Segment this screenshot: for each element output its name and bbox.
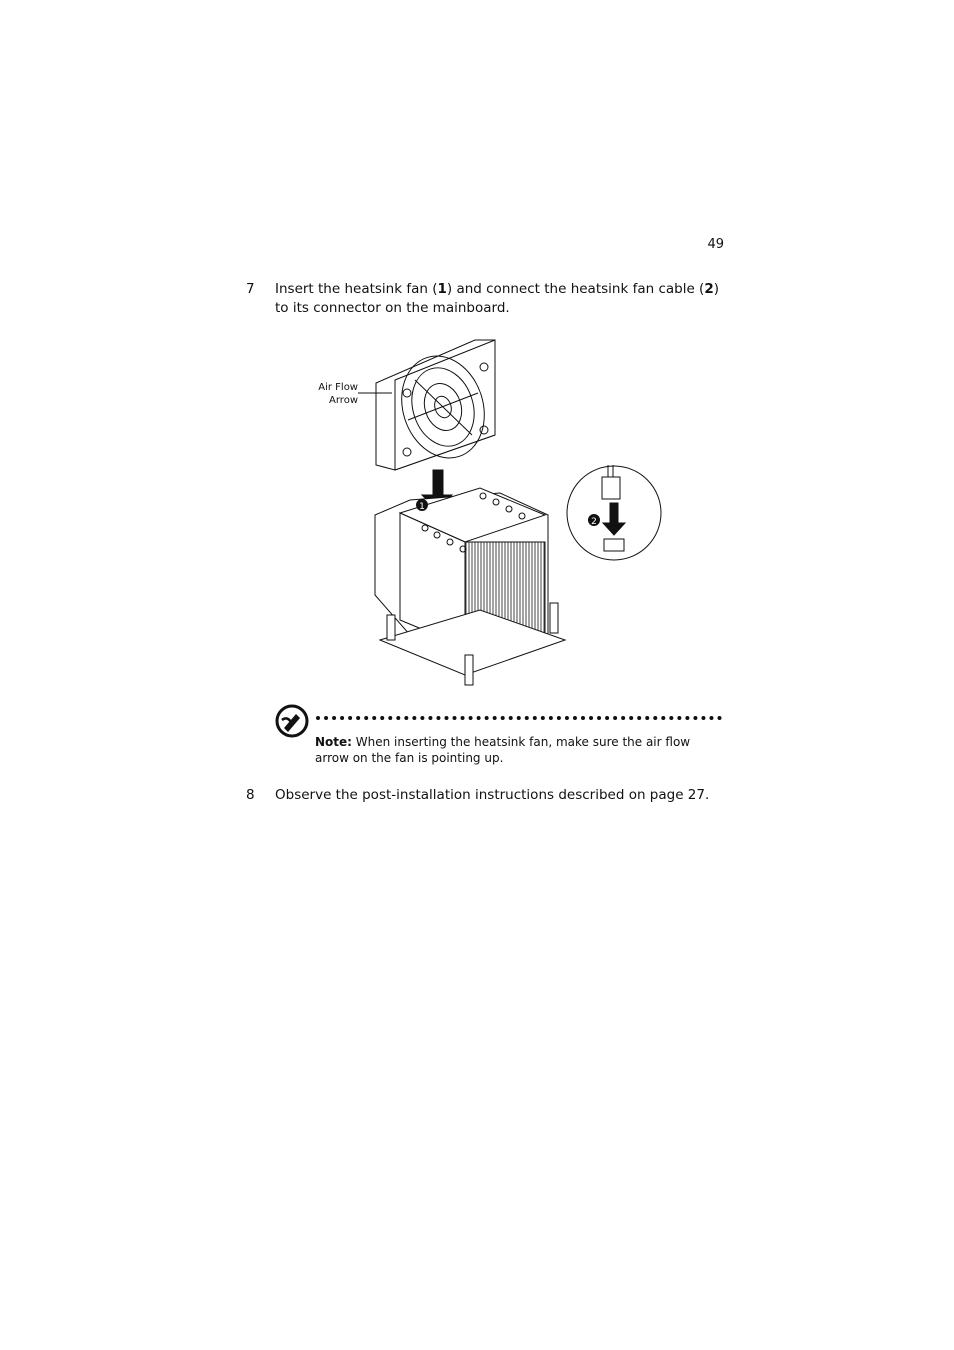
callout-air-flow: Air Flow bbox=[318, 382, 358, 393]
step-text: Insert the heatsink fan (1) and connect the heatsink fan cable (2) to its connector on the mainboard. bbox=[275, 281, 720, 316]
note bbox=[315, 734, 720, 766]
step-number: 7 bbox=[246, 281, 255, 297]
ref-2: 2 bbox=[704, 281, 714, 297]
marker-1: 1 bbox=[419, 502, 425, 512]
marker-2: 2 bbox=[591, 517, 597, 527]
page-number: 49 bbox=[707, 237, 724, 252]
ref-1: 1 bbox=[437, 281, 447, 297]
note-divider bbox=[316, 716, 722, 720]
note-body: When inserting the heatsink fan, make sure the air flow arrow on the fan is pointing up. bbox=[315, 735, 691, 765]
note-icon bbox=[275, 704, 309, 738]
note-label: Note: bbox=[315, 735, 352, 749]
step-number: 8 bbox=[246, 787, 255, 803]
callout-arrow: Arrow bbox=[329, 395, 358, 406]
heatsink-fan-illustration bbox=[300, 335, 680, 700]
step-text: Observe the post-installation instructions described on page 27. bbox=[275, 787, 710, 803]
